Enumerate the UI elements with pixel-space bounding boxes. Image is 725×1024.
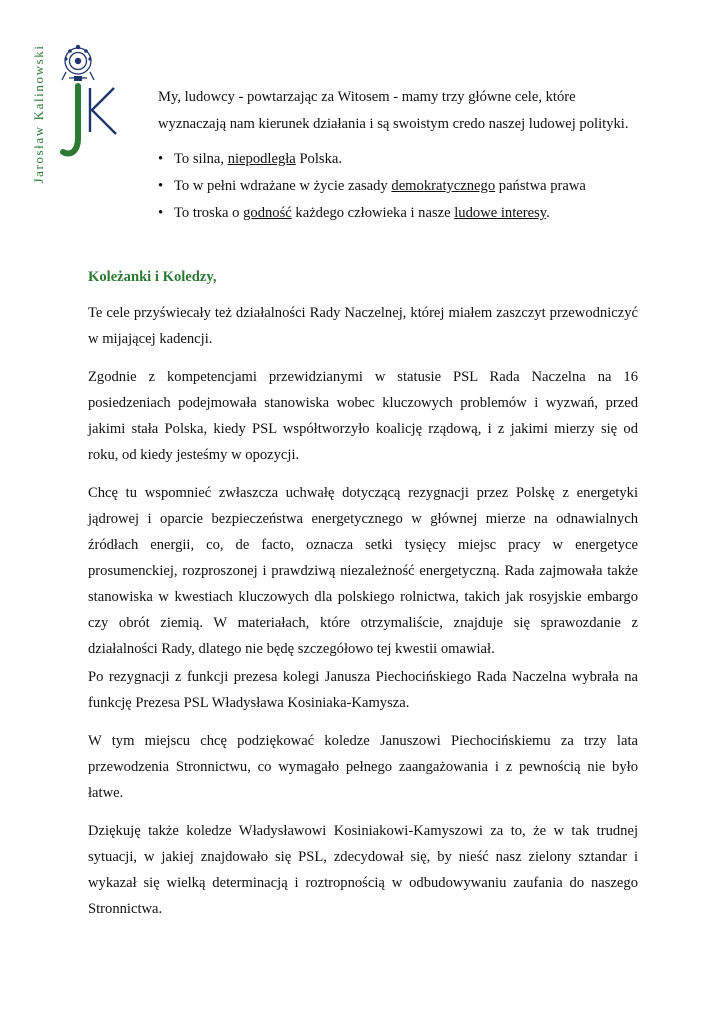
- body-paragraph: Te cele przyświecały też działalności Rady Naczelnej, której miałem zaszczyt przewodniczyć w mijającej kadencji.: [88, 305, 638, 347]
- body-paragraph: W tym miejscu chcę podziękować koledze Januszowi Piechocińskiemu za trzy lata przewodzenia Stronnictwu, co wymagało pełnego zaangażowania i z pewnością nie było łatwe.: [88, 733, 638, 801]
- list-item: • To w pełni wdrażane w życie zasady demokratycznego państwa prawa: [158, 173, 638, 200]
- body-paragraph: Po rezygnacji z funkcji prezesa kolegi Janusza Piechocińskiego Rada Naczelna wybrała na funkcję Prezesa PSL Władysława Kosiniaka-Kamysza.: [88, 669, 638, 711]
- list-item: • To troska o godność każdego człowieka i nasze ludowe interesy.: [158, 200, 638, 227]
- intro-paragraph: My, ludowcy - powtarzając za Witosem - mamy trzy główne cele, które wyznaczają nam kierunek działania i są swoistym credo naszej ludowej polityki.: [158, 89, 629, 132]
- author-name-vertical: [30, 44, 48, 184]
- body-paragraph: Chcę tu wspomnieć zwłaszcza uchwałę dotyczącą rezygnacji przez Polskę z energetyki jądrowej i oparcie bezpieczeństwa energetycznego w głównej mierze na odnawialnych źródłach energii, co, de facto, oznacza setki tysięcy miejsc pracy w energetyce prosumenckiej, rozproszonej i prawdziwą niezależność energetyczną. Rada zajmowała także stanowiska w kwestiach kluczowych dla polskiego rolnictwa, takich jak rosyjskie embargo czy obrót ziemią. W materiałach, które otrzymaliście, znajduje się sprawozdanie z działalności Rady, dlatego nie będę szczegółowo tej kwestii omawiał.: [88, 485, 638, 657]
- goals-list: [158, 146, 638, 227]
- crest-emblem-icon: [58, 42, 98, 84]
- body-paragraph: Dziękuję także koledze Władysławowi Kosiniakowi-Kamyszowi za to, że w tak trudnej sytuacji, w jakiej znajdowało się PSL, zdecydował się, by nieść nasz zielony sztandar i wykazał się wielką determinacją i roztropnością w odbudowywaniu zaufania do naszego Stronnictwa.: [88, 823, 638, 917]
- list-item: • To silna, niepodległa Polska.: [158, 146, 638, 173]
- author-name: Jarosław Kalinowski: [31, 44, 46, 184]
- greeting-heading: Koleżanki i Koledzy,: [88, 269, 217, 285]
- body-paragraph: Zgodnie z kompetencjami przewidzianymi w statusie PSL Rada Naczelna na 16 posiedzeniach podejmowała stanowiska wobec kluczowych problemów i wyzwań, przed jakimi stała Polska, kiedy PSL współtworzyło koalicję rządową, i z jakimi mierzy się od roku, od kiedy jesteśmy w opozycji.: [88, 369, 638, 463]
- jk-monogram-logo: [60, 82, 122, 162]
